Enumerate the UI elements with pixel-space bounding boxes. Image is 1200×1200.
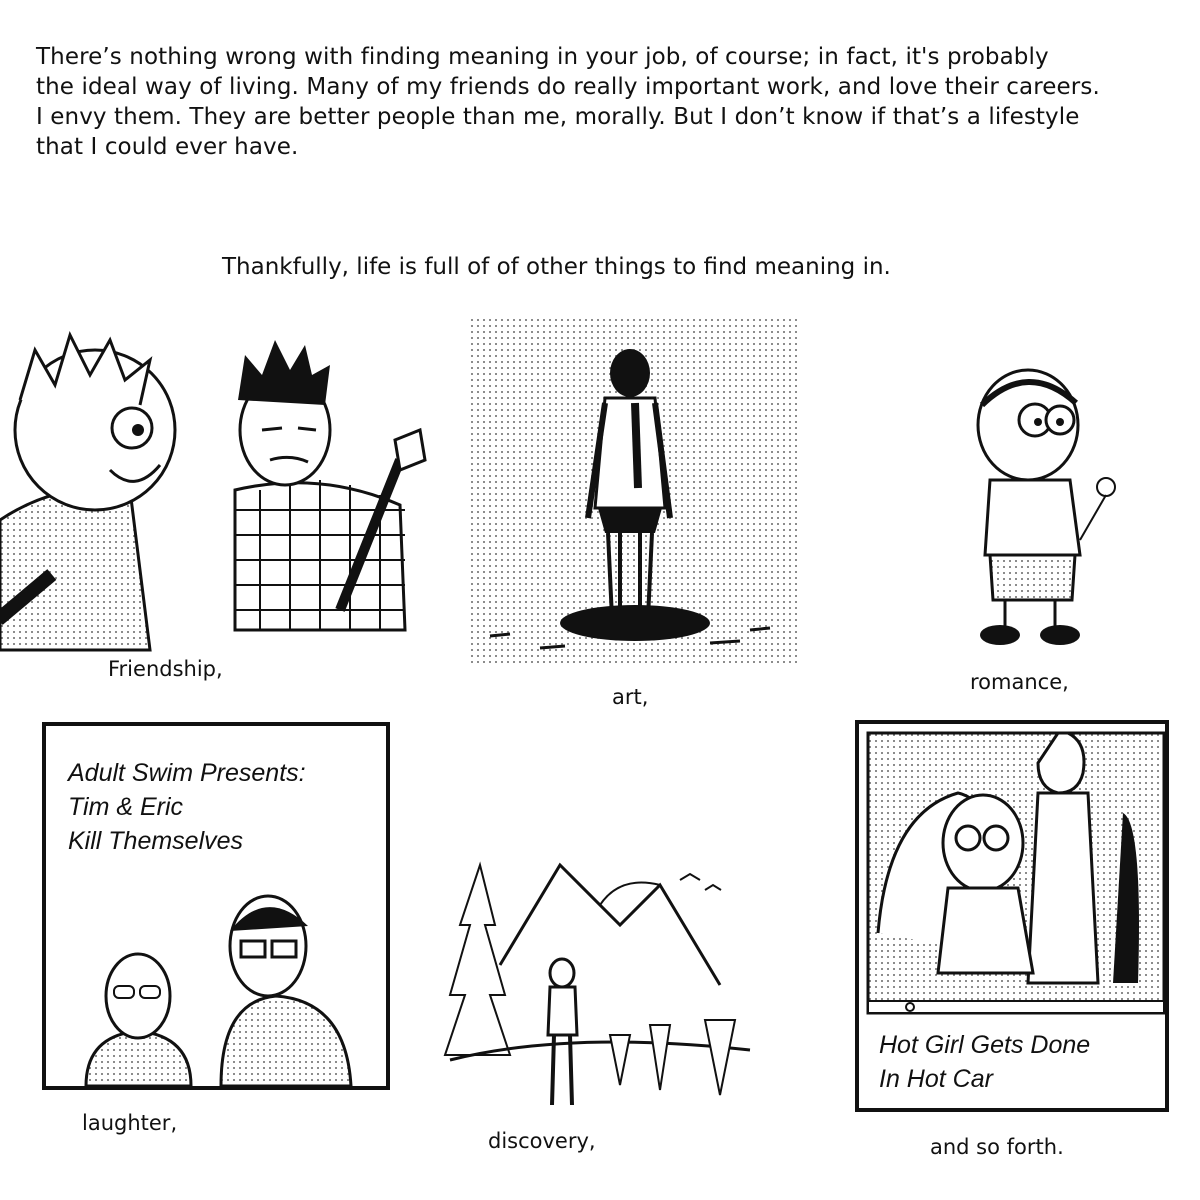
friendship-caption: Friendship, [108,657,223,681]
tv-frame [42,722,390,1090]
show-title-line: Tim & Eric [68,793,184,821]
discovery-panel [420,845,780,1165]
show-title-line: Kill Themselves [68,827,244,855]
video-title-line: In Hot Car [879,1065,993,1093]
show-title [68,756,306,858]
video-title [879,1028,1090,1096]
video-frame [855,720,1169,1112]
friendship-panel [0,330,420,681]
laughter-panel [42,722,392,1142]
discovery-illustration [420,845,780,1120]
show-title-line: Adult Swim Presents: [68,759,306,787]
art-illustration [470,318,800,668]
friends-illustration [0,330,420,650]
romance-illustration [960,355,1160,655]
art-panel [470,318,800,718]
and-so-forth-panel [855,720,1175,1170]
tim-and-eric-illustration [46,886,386,1086]
video-title-line: Hot Girl Gets Done [879,1031,1091,1059]
romance-caption: romance, [970,670,1069,694]
intro-line: There’s nothing wrong with finding meaning in your job, of course; in fact, it's probably [36,44,1049,70]
intro-line: that I could ever have. [36,134,299,160]
laughter-caption: laughter, [82,1111,178,1135]
intro-paragraph [36,42,1166,162]
discovery-caption: discovery, [488,1129,596,1153]
intro-line: the ideal way of living. Many of my friends do really important work, and love their careers. [36,74,1100,100]
art-caption: art, [612,685,649,709]
video-thumbnail [868,733,1164,1013]
transition-text: Thankfully, life is full of of other things to find meaning in. [222,254,891,280]
romance-panel [960,355,1160,705]
intro-line: I envy them. They are better people than me, morally. But I don’t know if that’s a lifestyle [36,104,1080,130]
and-so-forth-caption: and so forth. [930,1135,1064,1159]
